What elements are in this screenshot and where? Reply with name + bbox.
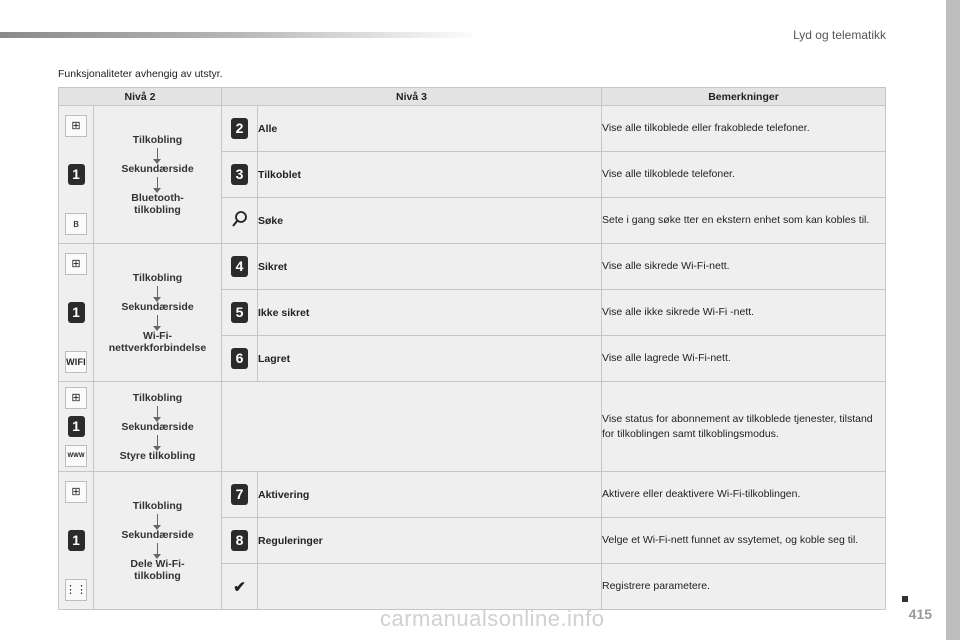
down-arrow-icon (157, 177, 158, 189)
level1-icons-cell (59, 244, 94, 382)
level2-nav-cell (94, 382, 222, 472)
remark-text: Vise alle tilkoblede telefoner. (602, 152, 886, 198)
watermark: carmanualsonline.info (380, 606, 605, 631)
level3-number: 7 (231, 484, 248, 505)
nav-step-secondary: Sekundærside (121, 528, 194, 541)
empty-level3-cell (222, 382, 602, 472)
down-arrow-icon (157, 148, 158, 160)
level3-label: Reguleringer (258, 518, 602, 564)
level3-number: 2 (231, 118, 248, 139)
nav-step-target: Dele Wi-Fi- tilkobling (130, 557, 185, 582)
nav-step-target: Styre tilkobling (119, 449, 196, 462)
remark-text: Vise status for abonnement av tilkoblede tjenester, tilstand for tilkoblingen samt tilkoblingsmodus. (602, 382, 886, 472)
level1-icons-cell (59, 382, 94, 472)
down-arrow-icon (157, 286, 158, 298)
nav-step-secondary: Sekundærside (121, 162, 194, 175)
remark-text: Vise alle ikke sikrede Wi-Fi -nett. (602, 290, 886, 336)
level1-number: 1 (68, 164, 85, 185)
table-row (59, 472, 886, 518)
nav-step-secondary: Sekundærside (121, 420, 194, 433)
header-gradient-bar (0, 32, 480, 38)
down-arrow-icon (157, 543, 158, 555)
table-row (59, 244, 886, 290)
level2-nav-cell (94, 472, 222, 610)
down-arrow-icon (157, 514, 158, 526)
remark-text: Registrere parametere. (602, 564, 886, 610)
remark-text: Vise alle tilkoblede eller frakoblede telefoner. (602, 106, 886, 152)
page-number: 415 (908, 606, 932, 622)
down-arrow-icon (157, 435, 158, 447)
level1-number: 1 (68, 530, 85, 551)
level3-label: Lagret (258, 336, 602, 382)
empty-level3-cell (258, 564, 602, 610)
wifi-share-icon: ⋮⋮ (65, 579, 87, 601)
nav-step-target: Wi-Fi- nettverkforbindelse (108, 329, 207, 354)
level3-number: 3 (231, 164, 248, 185)
level1-icons-cell (59, 106, 94, 244)
nav-step-connection: Tilkobling (132, 499, 183, 512)
checkmark-icon: ✔ (233, 578, 246, 596)
level3-label: Alle (258, 106, 602, 152)
wifi-icon: WIFI (65, 351, 87, 373)
level3-number: 6 (231, 348, 248, 369)
grid-menu-icon: ⊞ (65, 253, 87, 275)
level3-number: 4 (231, 256, 248, 277)
nav-step-connection: Tilkobling (132, 133, 183, 146)
page-edge-strip (946, 0, 960, 640)
section-title: Lyd og telematikk (793, 28, 886, 42)
intro-text: Funksjonaliteter avhengig av utstyr. (58, 68, 223, 80)
level3-label: Sikret (258, 244, 602, 290)
level2-nav-cell (94, 106, 222, 244)
table-row (59, 106, 886, 152)
nav-step-secondary: Sekundærside (121, 300, 194, 313)
remark-text: Sete i gang søke tter en ekstern enhet som kan kobles til. (602, 198, 886, 244)
search-icon (231, 210, 249, 228)
grid-menu-icon: ⊞ (65, 387, 87, 409)
grid-menu-icon: ⊞ (65, 115, 87, 137)
level3-label: Søke (258, 198, 602, 244)
level3-label: Aktivering (258, 472, 602, 518)
down-arrow-icon (157, 315, 158, 327)
function-table (58, 87, 886, 610)
nav-step-connection: Tilkobling (132, 391, 183, 404)
header-level3: Nivå 3 (222, 88, 602, 106)
www-gear-icon: WWW (65, 445, 87, 467)
remark-text: Velge et Wi-Fi-nett funnet av ssytemet, og koble seg til. (602, 518, 886, 564)
level3-label: Tilkoblet (258, 152, 602, 198)
page-marker (902, 596, 908, 602)
level1-number: 1 (68, 302, 85, 323)
grid-menu-icon: ⊞ (65, 481, 87, 503)
remark-text: Vise alle sikrede Wi-Fi-nett. (602, 244, 886, 290)
level3-number: 5 (231, 302, 248, 323)
header-level2: Nivå 2 (59, 88, 222, 106)
remark-text: Aktivere eller deaktivere Wi-Fi-tilkoblingen. (602, 472, 886, 518)
down-arrow-icon (157, 406, 158, 418)
nav-step-target: Bluetooth- tilkobling (131, 191, 184, 216)
bluetooth-icon: ʙ (65, 213, 87, 235)
table-row (59, 382, 886, 472)
level1-number: 1 (68, 416, 85, 437)
remark-text: Vise alle lagrede Wi-Fi-nett. (602, 336, 886, 382)
level2-nav-cell (94, 244, 222, 382)
level1-icons-cell (59, 472, 94, 610)
nav-step-connection: Tilkobling (132, 271, 183, 284)
level3-label: Ikke sikret (258, 290, 602, 336)
level3-number: 8 (231, 530, 248, 551)
table-header-row (59, 88, 886, 106)
header-remarks: Bemerkninger (602, 88, 886, 106)
